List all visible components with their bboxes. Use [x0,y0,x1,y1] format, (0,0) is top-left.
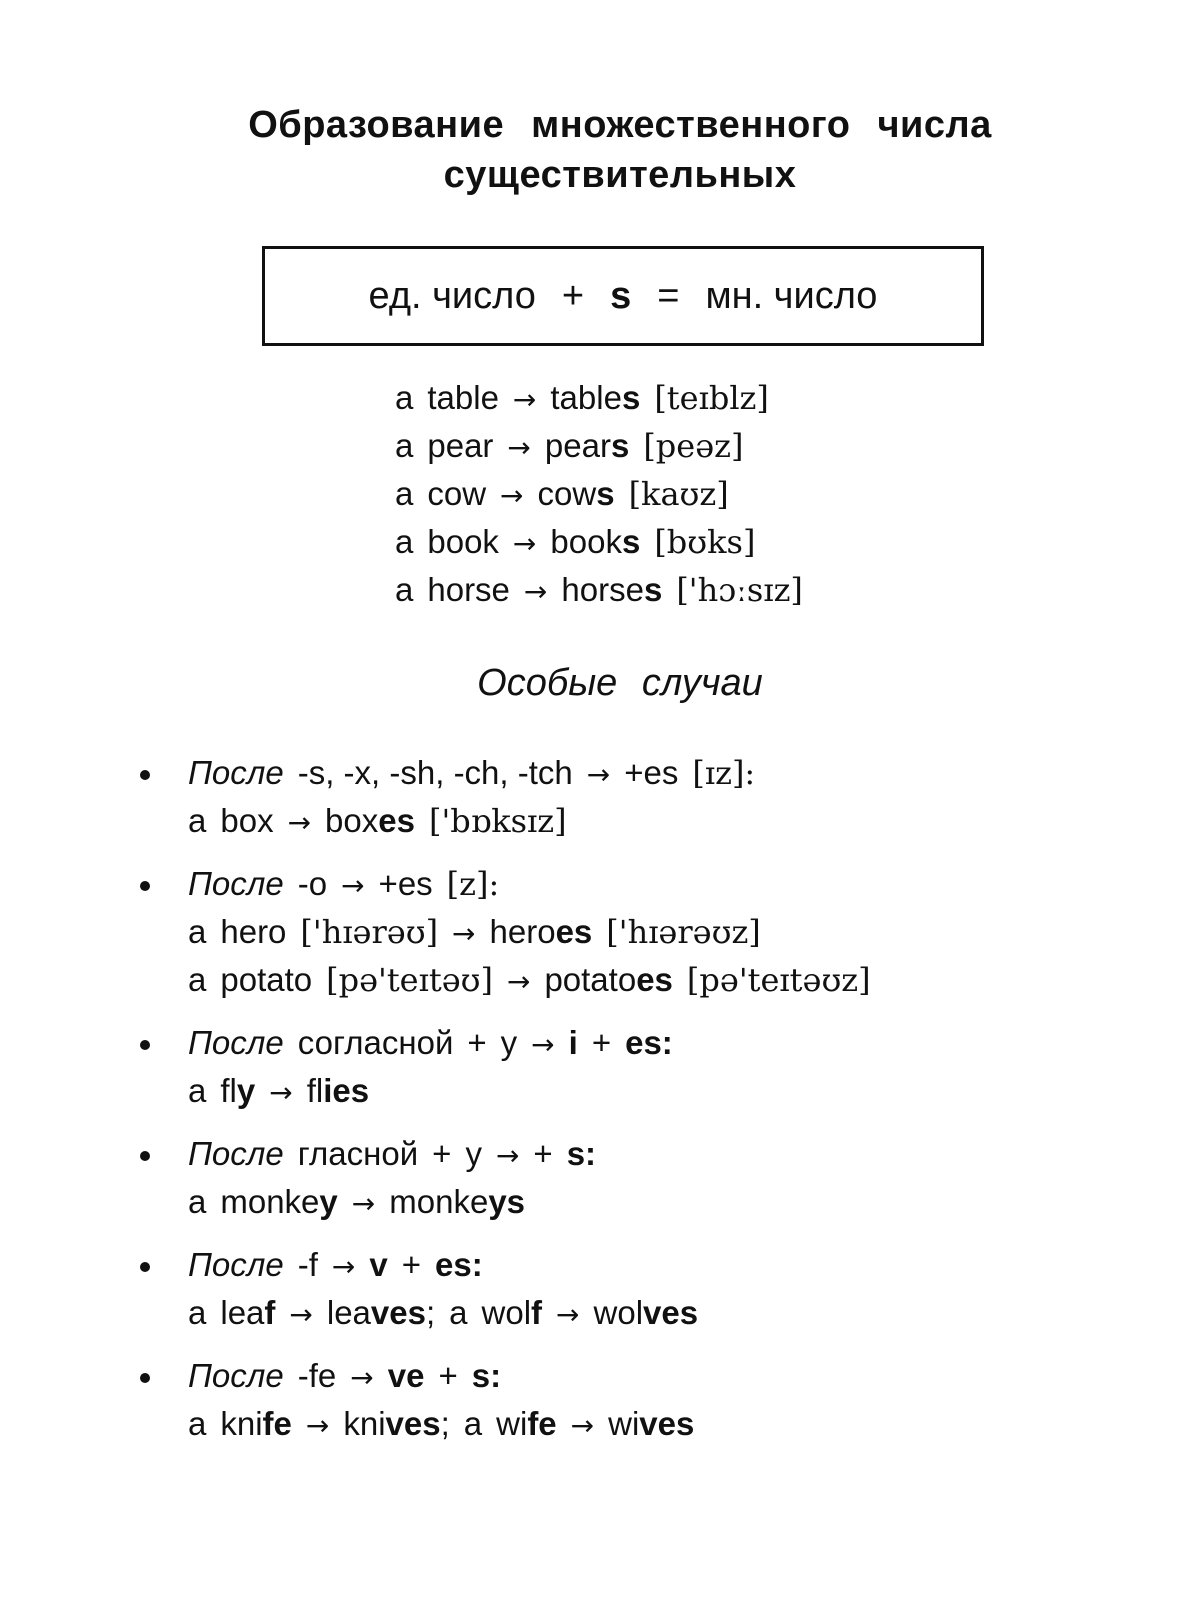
arrow-icon: → [512,527,537,560]
special-cases-title: Особые случаи [477,662,763,704]
plural-ending: s [596,475,615,512]
rule-keyword: После [188,865,284,902]
example-article: a [188,913,207,950]
example-plural [389,1183,525,1220]
title-line-2: существительных [443,154,797,196]
example-row [395,519,817,567]
rule-ipa: [ɪz]: [692,754,756,792]
plural-stem: lea [326,1294,371,1331]
arrow-icon: → [506,965,531,998]
arrow-icon: → [305,1409,330,1442]
example-plural [307,1072,369,1109]
example-plural [550,379,640,416]
rule-condition: -f [297,1246,318,1283]
bullet-icon [140,1373,150,1383]
example-singular: hero [220,913,287,950]
example-singular: potato [220,961,313,998]
rule-condition: -o [297,865,328,902]
singular-stem: lea [220,1294,265,1331]
rule-result-i: i [568,1024,578,1061]
rule-keyword: После [188,1024,284,1061]
plural-stem: potato [544,961,637,998]
example-article: a [188,1405,207,1442]
example-singular [220,1405,292,1442]
singular-stem: fl [220,1072,237,1109]
example-singular: box [220,802,274,839]
example-ipa: [peəz] [643,427,744,465]
arrow-icon: → [586,758,611,791]
arrow-icon: → [287,806,312,839]
arrow-icon: → [495,1139,520,1172]
example-singular [220,1072,255,1109]
singular-stem: monke [220,1183,320,1220]
rule-item [130,750,1170,846]
plural-stem: table [550,379,622,416]
formula-suffix: s [610,274,632,317]
rule-result-es: es: [625,1024,673,1061]
example-article: a [395,475,414,512]
page-title [0,100,1200,200]
singular-ending: f [531,1294,543,1331]
plural-ending: es [555,913,593,950]
example-singular: book [427,523,499,560]
rule-ipa: [z]: [446,865,500,903]
rule-item [130,1242,1170,1338]
example-ipa: [pə'teɪtəʊz] [686,961,871,999]
example-plural [594,1294,699,1331]
rule-example [188,909,1170,957]
bullet-icon [140,770,150,780]
rule-example [188,1068,1170,1116]
plural-ending: es [378,802,415,839]
arrow-icon: → [531,1028,555,1061]
arrow-icon: → [289,1298,313,1331]
example-singular [220,1183,337,1220]
rule-heading [188,750,1170,798]
rule-example [188,798,1170,846]
example-plural [545,427,629,464]
plural-ending: ys [488,1183,526,1220]
rule-item [130,861,1170,1005]
rule-item [130,1353,1170,1449]
arrow-icon: → [341,869,365,902]
title-line-1: Образование множественного числа [248,104,992,146]
singular-ending: y [319,1183,338,1220]
formula-plus: + [561,274,585,317]
formula-singular: ед. число [368,274,536,317]
bullet-icon [140,881,150,891]
singular-stem: wol [481,1294,532,1331]
rule-condition: гласной [297,1135,419,1172]
rule-condition: согласной [297,1024,454,1061]
rule-example [188,957,1170,1005]
rule-plus: + [401,1246,422,1283]
example-article: a [463,1405,483,1442]
separator: ; [440,1405,450,1442]
rule-letter: y [465,1135,482,1172]
plural-ending: s [610,427,630,464]
example-ipa: ['hɪərəʊz] [606,913,761,951]
example-article: a [188,1072,207,1109]
arrow-icon: → [523,575,548,608]
example-article: a [449,1294,468,1331]
example-plural [325,802,415,839]
example-plural [490,913,593,950]
example-plural [550,523,640,560]
formula-plural: мн. число [705,274,878,317]
singular-ending: fe [262,1405,292,1442]
bullet-icon [140,1040,150,1050]
example-article: a [395,427,414,464]
example-ipa: [bʊks] [654,523,756,561]
rule-result-ve: ve [387,1357,425,1394]
example-ipa: [teɪblz] [654,379,769,417]
plural-stem: box [325,802,379,839]
example-singular: table [427,379,499,416]
example-article: a [188,961,207,998]
example-plural [538,475,615,512]
arrow-icon: → [570,1409,595,1442]
example-singular: horse [427,571,510,608]
singular-stem: wi [496,1405,528,1442]
rule-heading [188,1020,1170,1068]
rule-keyword: После [188,1135,284,1172]
rule-plus: + [438,1357,458,1394]
plural-ending: ies [323,1072,370,1109]
example-ipa: [pə'teɪtəʊ] [326,961,493,999]
rule-example [188,1401,1170,1449]
example-row [395,471,817,519]
plural-stem: horse [561,571,644,608]
example-article: a [188,802,207,839]
rule-result-s: s: [471,1357,502,1394]
plural-stem: hero [489,913,556,950]
rule-heading [188,1131,1170,1179]
rule-keyword: После [188,1246,284,1283]
example-singular [496,1405,557,1442]
plural-ending: s [621,379,641,416]
arrow-icon: → [500,479,524,512]
example-row [395,375,817,423]
arrow-icon: → [351,1187,376,1220]
example-ipa: ['hɪərəʊ] [300,913,439,951]
plural-stem: kni [343,1405,386,1442]
basic-examples [395,375,817,615]
rule-result: +es [378,865,433,902]
arrow-icon: → [556,1298,580,1331]
plural-stem: wol [593,1294,644,1331]
singular-stem: kni [220,1405,263,1442]
formula-equals: = [657,274,680,317]
rule-condition: -s, -x, -sh, -ch, -tch [297,754,573,791]
example-ipa: ['bɒksɪz] [428,802,567,840]
arrow-icon: → [331,1250,356,1283]
arrow-icon: → [269,1076,293,1109]
singular-ending: y [236,1072,256,1109]
example-article: a [395,571,414,608]
plural-ending: s [621,523,641,560]
rule-heading [188,1242,1170,1290]
rule-plus: + [467,1024,487,1061]
example-article: a [188,1294,207,1331]
example-article: a [395,379,414,416]
plural-stem: book [550,523,622,560]
bullet-icon [140,1262,150,1272]
rule-keyword: После [188,1357,284,1394]
example-singular [482,1294,543,1331]
rule-example [188,1290,1170,1338]
example-plural [608,1405,694,1442]
separator: ; [425,1294,436,1331]
plural-stem: monke [389,1183,489,1220]
example-plural [561,571,662,608]
plural-stem: cow [537,475,597,512]
arrow-icon: → [507,431,531,464]
arrow-icon: → [350,1361,374,1394]
rule-keyword: После [188,754,284,791]
rule-heading [188,1353,1170,1401]
rule-heading [188,861,1170,909]
rule-result-es: es: [435,1246,483,1283]
singular-ending: f [264,1294,276,1331]
example-article: a [188,1183,207,1220]
example-singular: cow [427,475,487,512]
rule-example [188,1179,1170,1227]
example-singular [220,1294,275,1331]
plural-ending: ves [643,1294,699,1331]
plural-ending: ves [370,1294,426,1331]
rule-plus: + [432,1135,452,1172]
plural-stem: pear [544,427,611,464]
example-row [395,423,817,471]
example-plural [327,1294,435,1331]
plural-ending: ves [385,1405,441,1442]
rule-item [130,1131,1170,1227]
plural-stem: wi [608,1405,640,1442]
plural-ending: ves [639,1405,695,1442]
formula-box [262,246,984,346]
example-singular: pear [427,427,494,464]
example-ipa: ['hɔːsɪz] [676,571,803,609]
plural-ending: s [643,571,663,608]
arrow-icon: → [512,383,537,416]
rule-item [130,1020,1170,1116]
example-row [395,567,817,615]
bullet-icon [140,1151,150,1161]
example-plural [544,961,672,998]
plural-stem: fl [306,1072,324,1109]
rule-result-v: v [369,1246,388,1283]
example-article: a [395,523,414,560]
rule-result-s: s: [566,1135,597,1172]
rule-letter: y [500,1024,518,1061]
example-ipa: [kaʊz] [628,475,729,513]
singular-ending: fe [527,1405,557,1442]
rule-result: +es [624,754,679,791]
special-rules-list [130,750,1170,1464]
rule-condition: -fe [297,1357,337,1394]
arrow-icon: → [452,917,476,950]
example-plural [343,1405,449,1442]
rule-plus: + [591,1024,612,1061]
rule-plus: + [533,1135,553,1172]
plural-ending: es [636,961,673,998]
